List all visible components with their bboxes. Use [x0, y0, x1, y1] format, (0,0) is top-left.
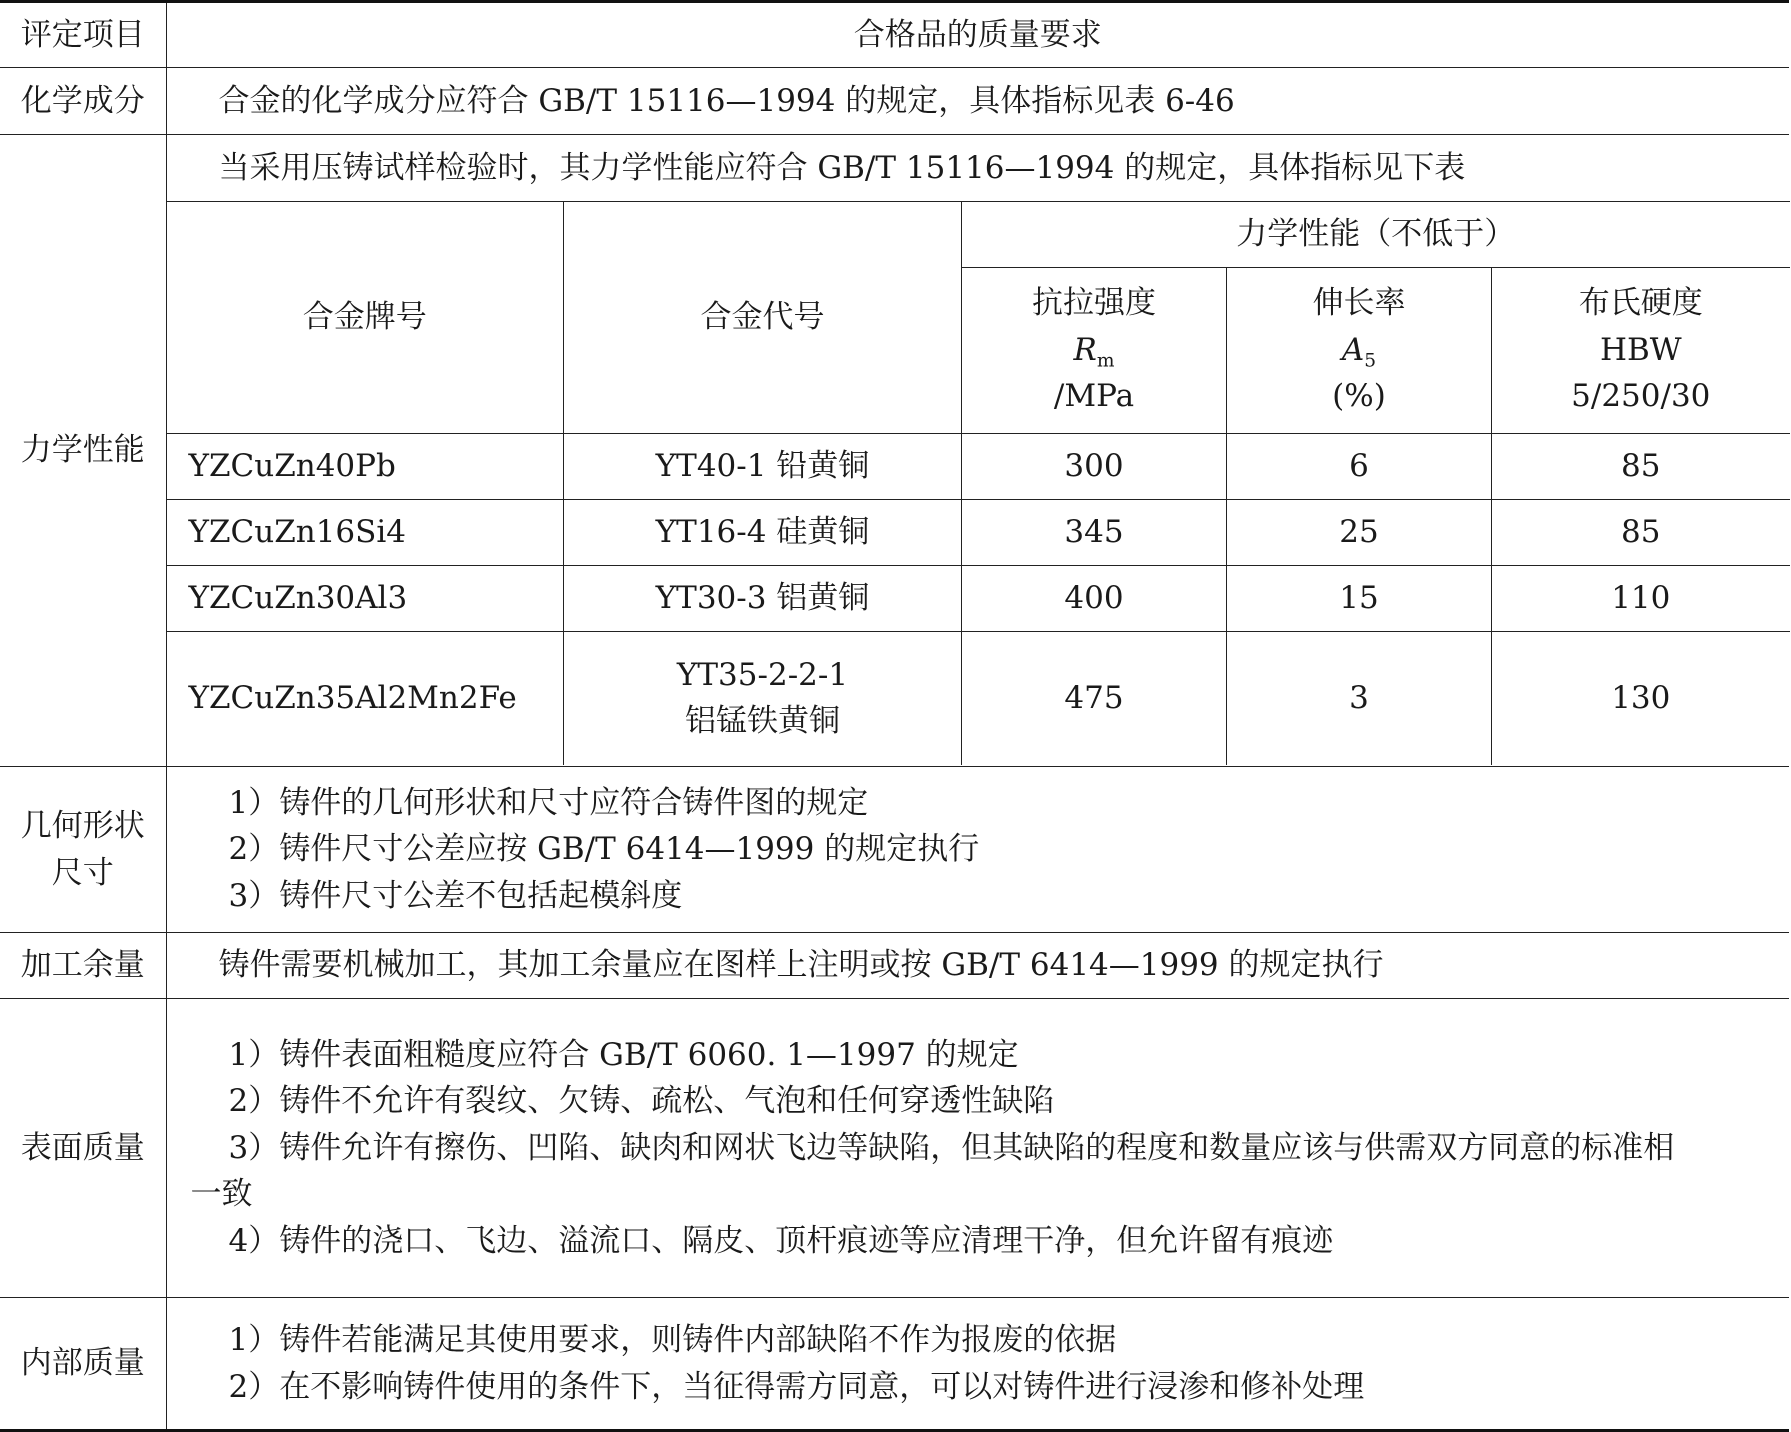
code-header: 合金代号	[564, 201, 962, 433]
alloy-elongation: 15	[1227, 565, 1492, 631]
geometry-label: 几何形状 尺寸	[0, 767, 166, 933]
alloy-code: YT16-4 硅黄铜	[564, 499, 962, 565]
list-item: 3）铸件允许有擦伤、凹陷、缺肉和网状飞边等缺陷，但其缺陷的程度和数量应该与供需双方同意的标准相	[228, 1129, 1675, 1166]
list-item-continuation: 一致	[190, 1176, 253, 1213]
machining-label: 加工余量	[0, 933, 166, 999]
header-requirement-label: 合格品的质量要求	[166, 2, 1789, 68]
tensile-header: 抗拉强度 $R_m$ /MPa	[962, 267, 1227, 433]
alloy-row	[167, 499, 1790, 565]
internal-row	[0, 1298, 1789, 1431]
surface-items	[166, 999, 1789, 1298]
alloy-hardness: 110	[1492, 565, 1790, 631]
alloy-grade: YZCuZn40Pb	[167, 433, 564, 499]
alloy-hardness: 85	[1492, 433, 1790, 499]
list-item: 3）铸件尺寸公差不包括起模斜度	[228, 877, 683, 914]
alloy-row	[167, 433, 1790, 499]
alloy-code: YT35-2-2-1 铝锰铁黄铜	[564, 631, 962, 765]
chemical-text: 合金的化学成分应符合 GB/T 15116—1994 的规定，具体指标见表 6-46	[166, 68, 1789, 135]
alloy-row	[167, 631, 1790, 765]
alloy-code: YT30-3 铝黄铜	[564, 565, 962, 631]
list-item: 1）铸件表面粗糙度应符合 GB/T 6060. 1—1997 的规定	[228, 1036, 1019, 1073]
alloy-tensile: 400	[962, 565, 1227, 631]
list-item: 2）铸件尺寸公差应按 GB/T 6414—1999 的规定执行	[228, 831, 980, 868]
mechanical-intro: 当采用压铸试样检验时，其力学性能应符合 GB/T 15116—1994 的规定，具体指标见下表	[167, 135, 1790, 201]
alloy-grade: YZCuZn35Al2Mn2Fe	[167, 631, 564, 765]
hardness-header: 布氏硬度 HBW 5/250/30	[1492, 267, 1790, 433]
mechanical-group-header: 力学性能（不低于）	[962, 201, 1790, 267]
list-item: 1）铸件若能满足其使用要求，则铸件内部缺陷不作为报废的依据	[228, 1322, 1117, 1358]
alloy-tensile: 475	[962, 631, 1227, 765]
list-item: 2）在不影响铸件使用的条件下，当征得需方同意，可以对铸件进行浸渗和修补处理	[228, 1368, 1365, 1405]
alloy-grade: YZCuZn30Al3	[167, 565, 564, 631]
alloy-elongation: 6	[1227, 433, 1492, 499]
grade-header: 合金牌号	[167, 201, 564, 433]
mechanical-row	[0, 135, 1789, 767]
list-item: 4）铸件的浇口、飞边、溢流口、隔皮、顶杆痕迹等应清理干净，但允许留有痕迹	[228, 1222, 1334, 1259]
list-item: 2）铸件不允许有裂纹、欠铸、疏松、气泡和任何穿透性缺陷	[228, 1083, 1055, 1120]
header-item-label: 评定项目	[0, 2, 166, 68]
mechanical-label: 力学性能	[0, 135, 166, 767]
alloy-tensile: 300	[962, 433, 1227, 499]
machining-text: 铸件需要机械加工，其加工余量应在图样上注明或按 GB/T 6414—1999 的规定执行	[166, 933, 1789, 999]
internal-label: 内部质量	[0, 1298, 166, 1431]
alloy-elongation: 3	[1227, 631, 1492, 765]
internal-items	[166, 1298, 1789, 1431]
geometry-row	[0, 767, 1789, 933]
alloy-grade: YZCuZn16Si4	[167, 499, 564, 565]
elongation-header: 伸长率 $A_5$ (%)	[1227, 267, 1492, 433]
alloy-code: YT40-1 铅黄铜	[564, 433, 962, 499]
alloy-tensile: 345	[962, 499, 1227, 565]
alloy-row	[167, 565, 1790, 631]
mechanical-subtable	[167, 135, 1790, 765]
alloy-hardness: 130	[1492, 631, 1790, 765]
chemical-row	[0, 68, 1789, 135]
alloy-elongation: 25	[1227, 499, 1492, 565]
machining-row	[0, 933, 1789, 999]
geometry-items	[166, 767, 1789, 933]
surface-row	[0, 999, 1789, 1298]
surface-label: 表面质量	[0, 999, 166, 1298]
alloy-hardness: 85	[1492, 499, 1790, 565]
chemical-label: 化学成分	[0, 68, 166, 135]
list-item: 1）铸件的几何形状和尺寸应符合铸件图的规定	[228, 784, 869, 821]
header-row	[0, 2, 1789, 68]
